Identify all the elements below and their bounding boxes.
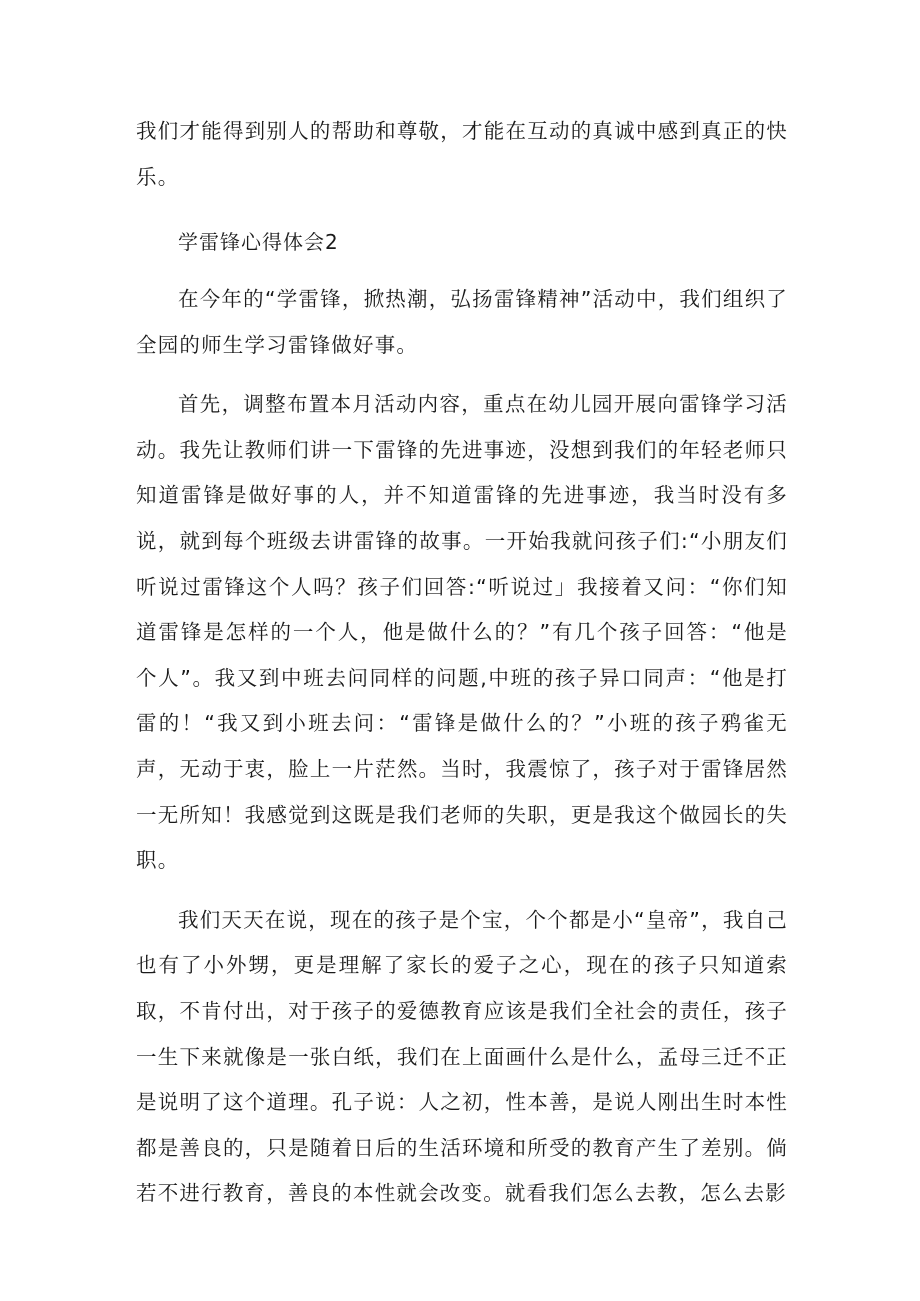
section-heading: 学雷锋心得体会2 xyxy=(178,230,339,254)
paragraph-text: 我们才能得到别人的帮助和尊敬，才能在互动的真诚中感到真正的快乐。 xyxy=(136,119,788,189)
body-text xyxy=(136,277,788,1217)
paragraph-3: 我们天天在说，现在的孩子是个宝，个个都是小“皇帝”，我自己也有了小外甥，更是理解了家长的爱子之心，现在的孩子只知道索取，不肯付出，对于孩子的爱德教育应该是我们全社会的责任，孩子一生下来就像是一张白纸，我们在上面画什么是什么，孟母三迁不正是说明了这个道理。孔子说：人之初，性本善，是说人刚出生时本性都是善良的，只是随着日后的生活环境和所受的教育产生了差别。倘若不进行教育，善良的本性就会改变。就看我们怎么去教，怎么去影 xyxy=(136,907,788,1206)
paragraph-1: 在今年的“学雷锋，掀热潮，弘扬雷锋精神”活动中，我们组织了全园的师生学习雷锋做好事。 xyxy=(136,287,788,357)
continuation-paragraph xyxy=(136,109,788,200)
paragraph-2: 首先，调整布置本月活动内容，重点在幼儿园开展向雷锋学习活动。我先让教师们讲一下雷锋的先进事迹，没想到我们的年轻老师只知道雷锋是做好事的人，并不知道雷锋的先进事迹，我当时没有多说，就到每个班级去讲雷锋的故事。一开始我就问孩子们:“小朋友们听说过雷锋这个人吗？孩子们回答:“听说过」我接着又问：“你们知道雷锋是怎样的一个人，他是做什么的？”有几个孩子回答：“他是个人”。我又到中班去问同样的问题,中班的孩子异口同声：“他是打雷的！“我又到小班去问：“雷锋是做什么的？”小班的孩子鸦雀无声，无动于衷，脸上一片茫然。当时，我震惊了，孩子对于雷锋居然一无所知！我感觉到这既是我们老师的失职，更是我这个做园长的失职。 xyxy=(136,392,788,873)
